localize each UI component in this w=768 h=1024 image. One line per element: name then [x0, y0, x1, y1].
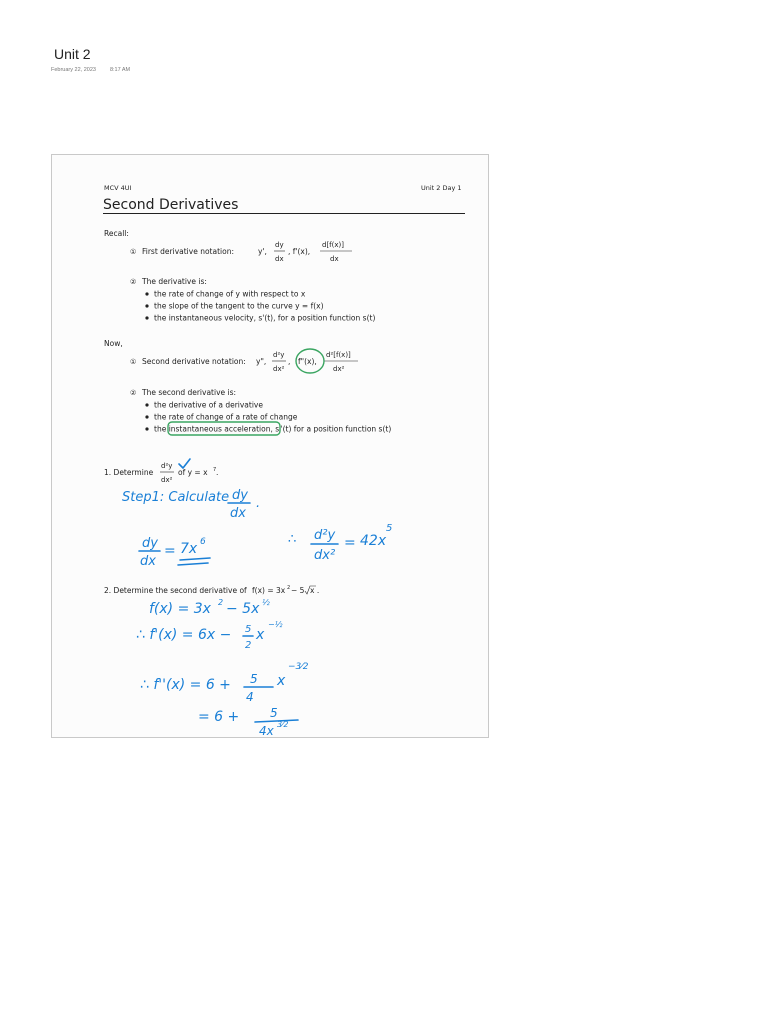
- svg-text:∴ f'(x) = 6x −: ∴ f'(x) = 6x −: [136, 627, 232, 643]
- svg-text:4: 4: [246, 690, 254, 704]
- svg-text:f(x) = 3x: f(x) = 3x: [149, 601, 211, 617]
- recall-bullet: the slope of the tangent to the curve y = f(x): [154, 301, 324, 311]
- svg-text:5: 5: [245, 624, 252, 635]
- now-bullet: the rate of change of a rate of change: [154, 412, 298, 422]
- recall-bullet: the rate of change of y with respect to x: [154, 289, 306, 299]
- now-item-2: The second derivative is:: [142, 388, 237, 397]
- recall-bullet-list: [145, 290, 375, 323]
- svg-text:5: 5: [270, 706, 278, 720]
- recall-bullet: the instantaneous velocity, s'(t), for a position function s(t): [154, 313, 376, 323]
- handwritten-q2-line2: [136, 620, 283, 651]
- svg-text:dx²: dx²: [273, 365, 285, 373]
- svg-text:5: 5: [386, 523, 393, 534]
- handwritten-note-image: [51, 154, 489, 738]
- note-canvas: [52, 155, 490, 739]
- now-item-1: Second derivative notation:: [142, 357, 246, 366]
- recall-item-2: The derivative is:: [142, 277, 207, 286]
- handwritten-dydx: [228, 488, 260, 521]
- first-derivative-notation: [258, 241, 352, 263]
- svg-text:− 5: − 5: [291, 586, 305, 595]
- svg-text:d[f(x)]: d[f(x)]: [322, 241, 344, 249]
- page-timestamp: [51, 67, 130, 73]
- svg-text:d²y: d²y: [314, 528, 336, 543]
- page-date: February 22, 2023: [51, 67, 96, 73]
- note-heading: Second Derivatives: [103, 197, 239, 213]
- svg-text:y",: y",: [256, 357, 267, 366]
- handwritten-q2-line1: [149, 598, 270, 617]
- course-code: MCV 4UI: [104, 184, 132, 192]
- svg-text:dy: dy: [232, 488, 248, 503]
- svg-text:dy: dy: [142, 536, 158, 551]
- now-bullet: the derivative of a derivative: [154, 400, 263, 410]
- page-title: Unit 2: [54, 46, 91, 62]
- recall-number-2: ②: [130, 278, 137, 286]
- handwritten-step1: Step1: Calculate: [122, 490, 230, 505]
- recall-label: Recall:: [104, 229, 129, 238]
- question-2-function: [252, 585, 319, 595]
- svg-text:dx: dx: [330, 255, 339, 263]
- svg-text:∴: ∴: [288, 532, 297, 547]
- svg-text:,: ,: [288, 357, 291, 366]
- svg-text:= 6 +: = 6 +: [198, 709, 240, 725]
- now-bullet-list: [145, 401, 391, 434]
- now-label: Now,: [104, 339, 123, 348]
- svg-text:2: 2: [287, 585, 291, 591]
- question-1-fraction: [160, 462, 174, 484]
- svg-text:42x: 42x: [360, 533, 387, 549]
- svg-text:4x: 4x: [259, 724, 274, 738]
- svg-text:dx²: dx²: [333, 365, 345, 373]
- svg-text:3⁄2: 3⁄2: [277, 720, 289, 729]
- svg-text:f"(x),: f"(x),: [298, 357, 317, 366]
- question-1-suffix: of y = x: [178, 468, 208, 477]
- now-number-2: ②: [130, 389, 137, 397]
- svg-text:x: x: [256, 627, 265, 643]
- handwritten-second-derivative-result: [288, 523, 392, 563]
- svg-text:=: =: [344, 535, 356, 551]
- svg-text:y',: y',: [258, 247, 267, 256]
- svg-text:d²y: d²y: [161, 462, 173, 470]
- page-header: [54, 46, 91, 62]
- unit-day-label: Unit 2 Day 1: [421, 184, 462, 192]
- svg-text:x: x: [277, 673, 286, 689]
- svg-text:dy: dy: [275, 241, 284, 249]
- page-time: 8:17 AM: [109, 67, 131, 73]
- svg-text:d²[f(x)]: d²[f(x)]: [326, 351, 351, 359]
- second-derivative-notation: [256, 351, 358, 373]
- svg-text:½: ½: [262, 598, 270, 607]
- svg-text:5: 5: [250, 672, 258, 686]
- svg-text:7x: 7x: [180, 541, 198, 557]
- handwritten-dydx-result: [139, 536, 210, 569]
- now-bullet: the instantaneous acceleration, s"(t) for a position function s(t): [154, 424, 392, 434]
- svg-text:dx²: dx²: [314, 548, 336, 563]
- svg-text:=: =: [164, 543, 176, 559]
- svg-text:dx²: dx²: [161, 476, 173, 484]
- question-1-exponent: 7: [213, 467, 217, 473]
- question-1-prefix: 1. Determine: [104, 468, 154, 477]
- question-1-period: .: [216, 468, 219, 477]
- svg-text:− 5x: − 5x: [226, 601, 260, 617]
- svg-text:2: 2: [218, 598, 224, 607]
- recall-item-1: First derivative notation:: [142, 247, 234, 256]
- handwritten-q2-line4: [198, 706, 298, 738]
- svg-text:x .: x .: [310, 586, 320, 595]
- handwritten-q2-line3: [140, 662, 309, 704]
- svg-text:−½: −½: [268, 620, 283, 629]
- svg-text:6: 6: [200, 537, 206, 547]
- svg-text:d²y: d²y: [273, 351, 285, 359]
- svg-text:, f'(x),: , f'(x),: [288, 247, 311, 256]
- svg-text:dx: dx: [275, 255, 284, 263]
- svg-text:dx: dx: [140, 554, 156, 569]
- question-2-text: 2. Determine the second derivative of: [104, 586, 247, 595]
- svg-text:.: .: [256, 496, 261, 511]
- checkmark-icon: [179, 459, 190, 468]
- svg-text:f(x) = 3x: f(x) = 3x: [252, 586, 286, 595]
- svg-text:∴ f''(x) = 6 +: ∴ f''(x) = 6 +: [140, 677, 231, 693]
- now-number-1: ①: [130, 358, 137, 366]
- svg-text:dx: dx: [230, 506, 246, 521]
- recall-number-1: ①: [130, 248, 137, 256]
- svg-text:2: 2: [245, 640, 252, 651]
- svg-text:−3⁄2: −3⁄2: [288, 662, 309, 672]
